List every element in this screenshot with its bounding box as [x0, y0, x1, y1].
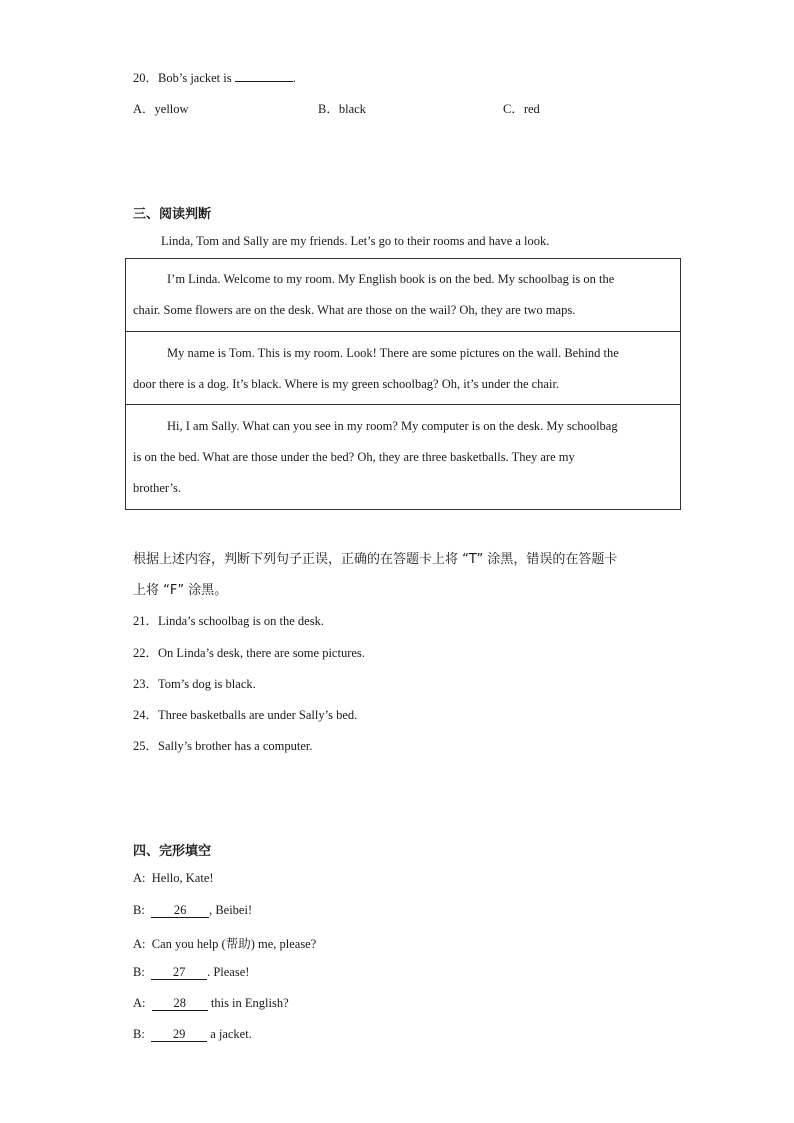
- statement-number: 24．: [133, 708, 159, 722]
- statement-number: 21．: [133, 614, 159, 628]
- dialogue-line-2: [133, 903, 252, 918]
- statement-text: Linda’s schoolbag is on the desk.: [158, 614, 324, 628]
- statement-text: Three basketballs are under Sally’s bed.: [158, 708, 358, 722]
- statement-text: On Linda’s desk, there are some pictures.: [158, 646, 365, 660]
- speaker-label: B:: [133, 1027, 145, 1041]
- dialogue-text: , Beibei!: [209, 903, 253, 917]
- passage-line: door there is a dog. It’s black. Where is my green schoolbag? Oh, it’s under the chair.: [133, 377, 560, 391]
- option-letter: B．: [318, 102, 339, 116]
- question-text: Bob’s jacket is: [158, 71, 235, 85]
- dialogue-text: a jacket.: [207, 1027, 252, 1041]
- statement-21: [133, 611, 324, 629]
- instruction-line-2: 上将 “F” 涂黑。: [133, 583, 228, 598]
- speaker-label: A:: [133, 996, 146, 1010]
- dialogue-line-5: [133, 996, 289, 1011]
- option-text: red: [523, 102, 540, 116]
- passage-sally: [126, 404, 680, 509]
- section-3-intro: Linda, Tom and Sally are my friends. Let’s go to their rooms and have a look.: [161, 234, 550, 248]
- option-text: black: [338, 102, 366, 116]
- dialogue-line-6: [133, 1027, 252, 1042]
- passage-line: brother’s.: [133, 481, 182, 495]
- dialogue-text: Hello, Kate!: [151, 871, 214, 885]
- question-text-end: .: [292, 71, 296, 85]
- dialogue-line-3: [133, 934, 316, 952]
- blank-27: 27: [151, 965, 207, 980]
- blank-26: 26: [151, 903, 209, 918]
- instruction-line-1: 根据上述内容，判断下列句子正误，正确的在答题卡上将 “T” 涂黑，错误的在答题卡: [133, 552, 618, 567]
- option-c: [503, 99, 540, 117]
- speaker-label: A:: [133, 937, 146, 951]
- statement-number: 22．: [133, 646, 159, 660]
- blank-29: 29: [151, 1027, 207, 1042]
- blank-28: 28: [152, 996, 208, 1011]
- passage-line: Hi, I am Sally. What can you see in my room? My computer is on the desk. My schoolbag: [167, 419, 618, 433]
- dialogue-text: Can you help (帮助) me, please?: [151, 937, 317, 951]
- option-text: yellow: [154, 102, 189, 116]
- section-3-title: 三、阅读判断: [133, 207, 212, 222]
- passage-line: chair. Some flowers are on the desk. What are those on the wail? Oh, they are two maps.: [133, 303, 576, 317]
- reading-passages-box: [125, 258, 681, 510]
- statement-25: [133, 736, 313, 754]
- passage-line: is on the bed. What are those under the bed? Oh, they are three basketballs. They are my: [133, 450, 575, 464]
- section-4-title: 四、完形填空: [133, 844, 212, 859]
- question-number: 20．: [133, 71, 159, 85]
- option-letter: C．: [503, 102, 524, 116]
- option-letter: A．: [133, 102, 155, 116]
- dialogue-line-1: [133, 871, 214, 886]
- answer-blank: [235, 69, 293, 82]
- statement-24: [133, 705, 357, 723]
- question-20-stem: [133, 68, 296, 86]
- passage-line: I’m Linda. Welcome to my room. My English book is on the bed. My schoolbag is on the: [167, 272, 615, 286]
- statement-text: Sally’s brother has a computer.: [158, 739, 313, 753]
- statement-22: [133, 643, 365, 661]
- statement-number: 23．: [133, 677, 159, 691]
- option-a: [133, 99, 189, 117]
- passage-tom: [126, 331, 680, 404]
- dialogue-text: . Please!: [207, 965, 250, 979]
- speaker-label: A:: [133, 871, 146, 885]
- statement-23: [133, 674, 256, 692]
- speaker-label: B:: [133, 903, 145, 917]
- passage-line: My name is Tom. This is my room. Look! There are some pictures on the wall. Behind the: [167, 346, 619, 360]
- statement-number: 25．: [133, 739, 159, 753]
- passage-linda: [126, 264, 680, 331]
- statement-text: Tom’s dog is black.: [158, 677, 256, 691]
- dialogue-line-4: [133, 965, 249, 980]
- dialogue-text: this in English?: [207, 996, 289, 1010]
- speaker-label: B:: [133, 965, 145, 979]
- option-b: [318, 99, 366, 117]
